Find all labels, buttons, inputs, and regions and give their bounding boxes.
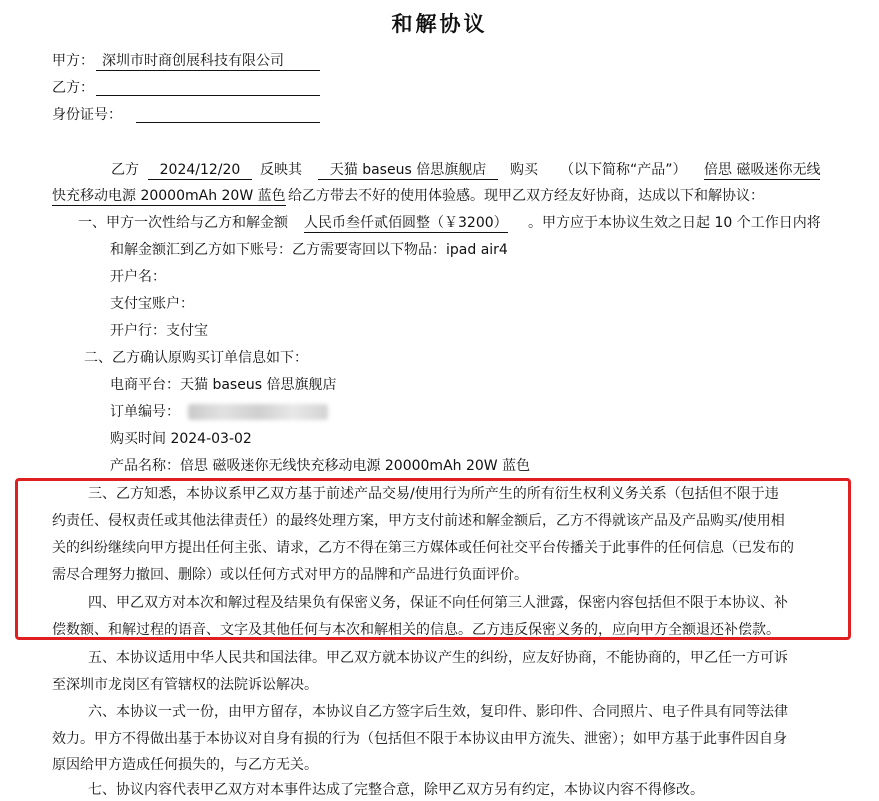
intro-text-1: 乙方 (111, 162, 139, 178)
alipay-account-label: 支付宝账户： (110, 296, 194, 312)
clause6-line1: 六、本协议一式一份，由甲方留存，本协议自乙方签字后生效，复印件、影印件、合同照片、电子件具有同等法律 (88, 704, 788, 720)
bank-label: 开户行：支付宝 (110, 323, 208, 339)
order-platform: 电商平台：天猫 baseus 倍思旗舰店 (110, 377, 337, 393)
clause6-line3: 原因给甲方造成任何损失的，与乙方无关。 (52, 757, 318, 773)
clause1-line2: 和解金额汇到乙方如下账号：乙方需要寄回以下物品：ipad air4 (110, 242, 508, 258)
clause6-line2: 效力。甲方不得做出基于本协议对自身有损的行为（包括但不限于本协议由甲方流失、泄密）；如甲方基于此事件因自身 (52, 731, 787, 747)
product-name-part2: 快充移动电源 20000mAh 20W 蓝色 (52, 188, 286, 204)
shop-name: 天猫 baseus 倍思旗舰店 (318, 161, 498, 180)
intro-text-4: （以下简称“产品”） (560, 162, 687, 178)
clause7-line1: 七、协议内容代表甲乙双方对本事件达成了完整合意，除甲乙双方另有约定，本协议内容不得修改。 (88, 782, 704, 798)
clause3-line3: 关的纠纷继续向甲方提出任何主张、请求，乙方不得在第三方媒体或任何社交平台传播关于此事件的任何信息（已发布的 (52, 540, 794, 556)
clause5-line1: 五、本协议适用中华人民共和国法律。甲乙双方就本协议产生的纠纷，应友好协商，不能协商的，甲乙任一方可诉 (88, 650, 788, 666)
party-a-name: 深圳市时商创展科技有限公司 (96, 52, 320, 71)
product-name-part1: 倍思 磁吸迷你无线 (704, 162, 821, 178)
clause1-text-1: 一、甲方一次性给与乙方和解金额 (78, 215, 288, 231)
order-number-redacted (188, 404, 328, 420)
clause5-line2: 至深圳市龙岗区有管辖权的法院诉讼解决。 (52, 677, 318, 693)
party-b-blank-line (96, 79, 320, 96)
clause3-line1: 三、乙方知悉，本协议系甲乙双方基于前述产品交易/使用行为所产生的所有衍生权利义务关系（包括但不限于违 (88, 486, 779, 502)
id-number-label: 身份证号： (52, 107, 122, 123)
complaint-date: 2024/12/20 (148, 161, 252, 180)
clause3-line2: 约责任、侵权责任或其他法律责任）的最终处理方案，甲方支付前述和解金额后，乙方不得就该产品及产品购买/使用相 (52, 513, 785, 529)
intro-text-3: 购买 (510, 162, 538, 178)
clause4-line1: 四、甲乙双方对本次和解过程及结果负有保密义务，保证不向任何第三人泄露，保密内容包括但不限于本协议、补 (88, 595, 788, 611)
party-a-label: 甲方： (52, 53, 94, 69)
intro-text-5: 给乙方带去不好的使用体验感。现甲乙双方经友好协商，达成以下和解协议： (288, 188, 764, 204)
clause1-text-2: 。甲方应于本协议生效之日起 10 个工作日内将 (528, 215, 821, 231)
order-number-label: 订单编号： (110, 404, 180, 420)
purchase-time: 购买时间 2024-03-02 (110, 431, 252, 447)
clause4-line2: 偿数额、和解过程的语音、文字及其他任何与本次和解相关的信息。乙方违反保密义务的，应向甲方全额退还补偿款。 (52, 622, 780, 638)
clause3-line4: 需尽合理努力撤回、删除）或以任何方式对甲方的品牌和产品进行负面评价。 (52, 567, 528, 583)
clause2-heading: 二、乙方确认原购买订单信息如下： (84, 350, 308, 366)
account-name-label: 开户名： (110, 269, 166, 285)
document-title: 和解协议 (391, 12, 488, 36)
product-name-line: 产品名称：倍思 磁吸迷你无线快充移动电源 20000mAh 20W 蓝色 (110, 458, 531, 474)
party-b-label: 乙方： (52, 80, 94, 96)
intro-text-2: 反映其 (260, 162, 302, 178)
settlement-amount: 人民币叁仟贰佰圆整（￥3200） (304, 215, 508, 231)
id-number-blank-line (136, 106, 320, 123)
